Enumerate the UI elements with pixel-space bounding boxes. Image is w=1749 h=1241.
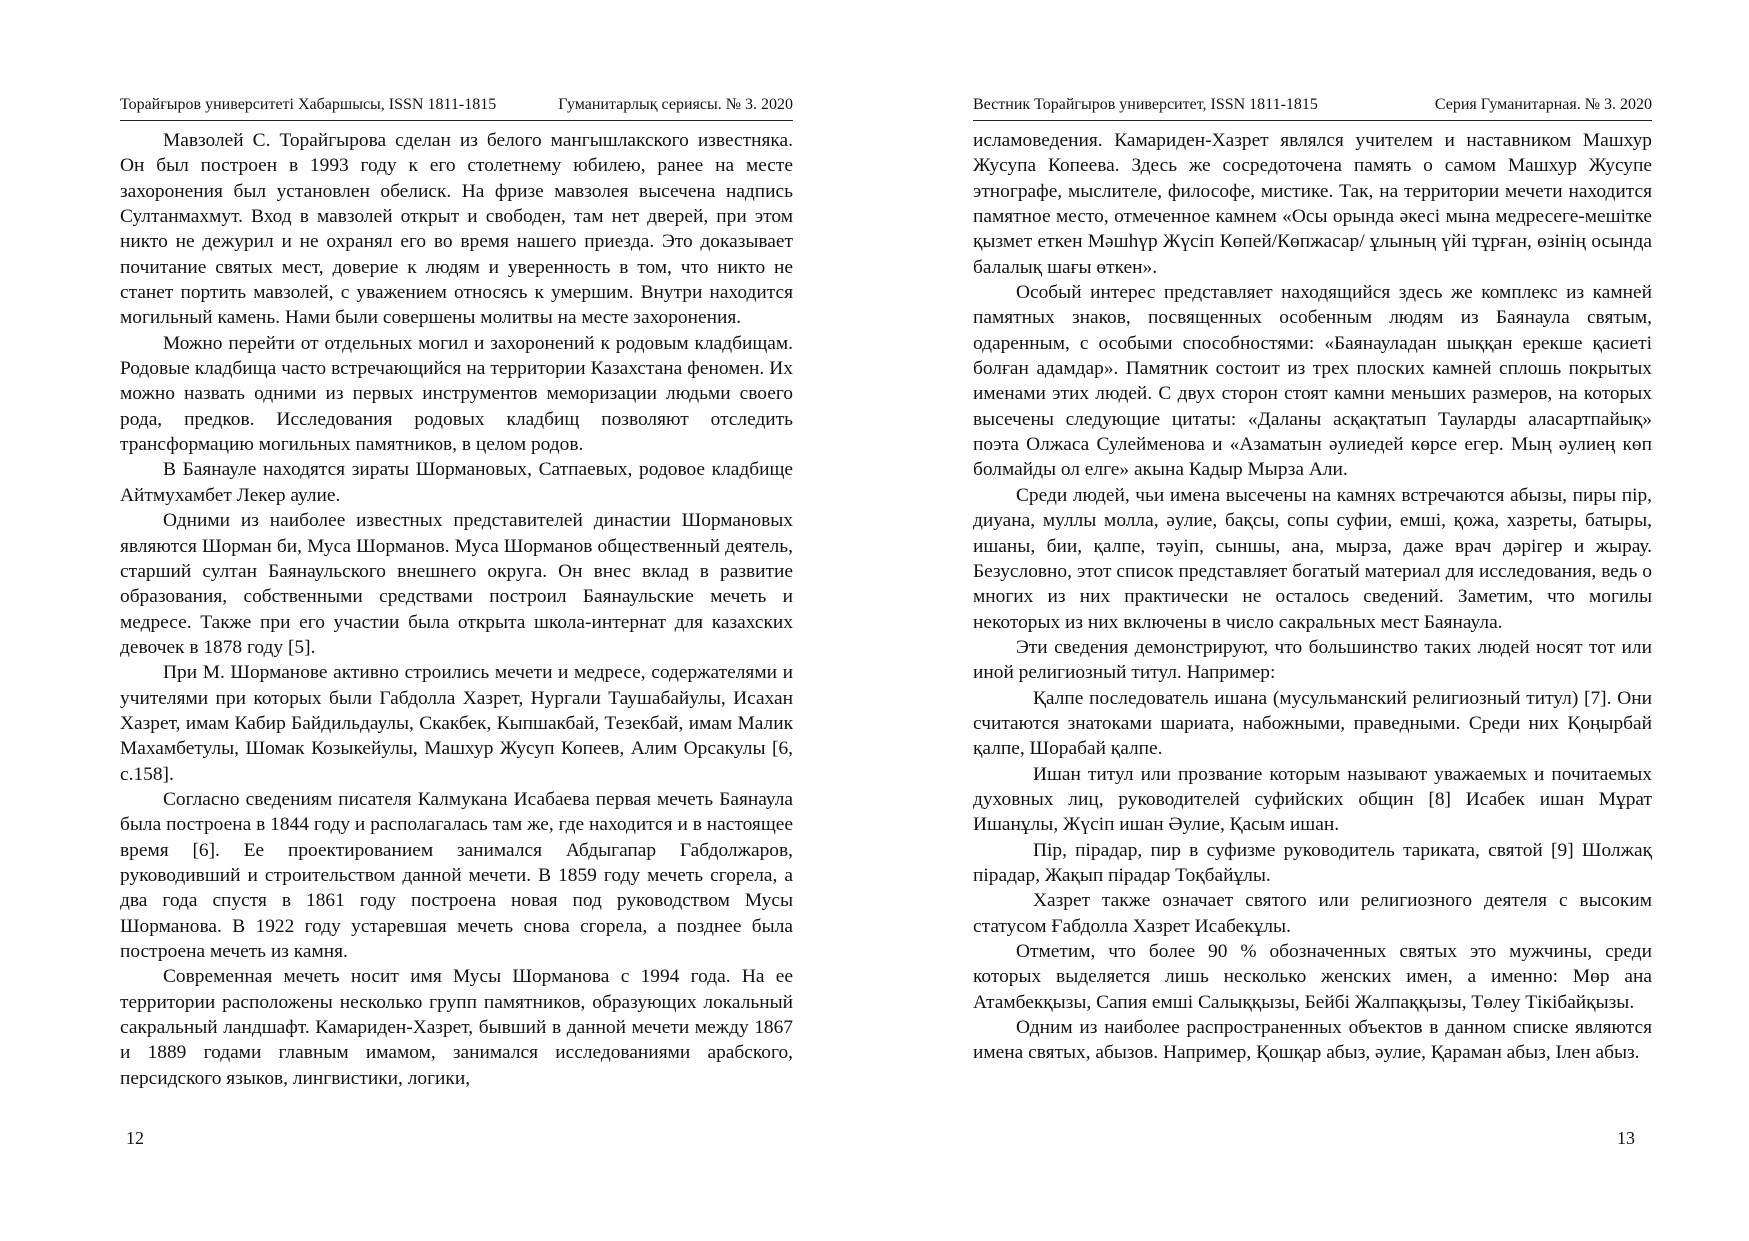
issue-number: № 3. 2020 [725,96,793,113]
paragraph: Эти сведения демонстрируют, что большинство таких людей носят тот или иной религиозный титул. Например: [973,636,1652,684]
paragraph: Қалпе последователь ишана (мусульманский религиозный титул) [7]. Они считаются знатоками шариата, набожными, праведными. Среди них Қоңырбай қалпе, Шорабай қалпе. [973,687,1652,760]
journal-title: Торайғыров университеті Хабаршысы, ISSN 1811-1815 [120,96,497,113]
running-header [120,92,793,121]
paragraph: Современная мечеть носит имя Мусы Шорманова с 1994 года. На ее территории расположены несколько групп памятников, образующих локальный сакральный ландшафт. Камариден-Хазрет, бывший в данной мечети между 1867 и 1889 годами главным имамом, занимался исследованиями арабского, персидского языков, лингвистики, логики, [120,966,793,1089]
paragraph: Можно перейти от отдельных могил и захоронений к родовым кладбищам. Родовые кладбища часто встречающийся на территории Казахстана феномен. Их можно назвать одними из первых инструментов меморизации людьми своего рода, предков. Исследования родовых кладбищ позволяют отследить трансформацию могильных памятников, в целом родов. [120,332,793,456]
paragraph: Особый интерес представляет находящийся здесь же комплекс из камней памятных знаков, посвященных особенным людям из Баянаула святым, одаренным, с особыми способностями: «Баянауладан шыққан ерекше қасиеті болған адамдар». Памятник состоит из трех плоских камней сплошь покрытых именами этих людей. С двух сторон стоят камни меньших размеров, на которых высечены следующие цитаты: «Даланы асқақтатып Тауларды аласартпайық» поэта Олжаса Сулейменова и «Азаматын әулиедей көрсе егер. Мың әулиең көп болмайды ол елге» акына Кадыр Мырза Али. [973,282,1652,481]
paragraph: Среди людей, чьи имена высечены на камнях встречаются абызы, пиры пір, диуана, муллы молла, әулие, бақсы, сопы суфии, емші, қожа, хазреты, батыры, ишаны, бии, қалпе, тәуіп, сыншы, ана, мырза, даже врач дәрігер и жырау. Безусловно, этот список представляет богатый материал для исследования, ведь о многих из них практически не осталось сведений. Заметим, что могилы некоторых из них включены в число сакральных мест Баянаула. [973,484,1652,633]
paragraph: Ишан титул или прозвание которым называют уважаемых и почитаемых духовных лиц, руководителей суфийских общин [8] Исабек ишан Мұрат Ишанұлы, Жүсіп ишан Әулие, Қасым ишан. [973,763,1652,836]
page-number: 13 [1617,1128,1635,1148]
series-title: Гуманитарлық сериясы. [558,96,722,113]
paragraph: исламоведения. Камариден-Хазрет являлся учителем и наставником Машхур Жусупа Копеева. Здесь же сосредоточена память о самом Машхур Жусупе этнографе, мыслителе, философе, мистике. Так, на территории мечети находится памятное место, отмеченное камнем «Осы орында әкесі мына медресеге-мешітке қызмет еткен Мәшһүр Жүсіп Көпей/Көпжасар/ ұлының үйі тұрған, өзінің осында балалық шағы өткен». [973,130,1652,278]
paragraph: При М. Шорманове активно строились мечети и медресе, содержателями и учителями при которых были Габдолла Хазрет, Нургали Таушабайулы, Исахан Хазрет, имам Кабир Байдильдаулы, Скакбек, Кыпшакбай, Тезекбай, имам Малик Махамбетулы, Шомак Козыкейулы, Машхур Жусуп Копеев, Алим Орсакулы [6, с.158]. [120,662,793,785]
paragraph: В Баянауле находятся зираты Шормановых, Сатпаевых, родовое кладбище Айтмухамбет Лекер аулие. [120,459,793,506]
paragraph: Пір, пірадар, пир в суфизме руководитель тариката, святой [9] Шолжақ пірадар, Жақып пірадар Тоқбайұлы. [973,839,1652,886]
series-info [558,96,793,114]
paragraph: Мавзолей С. Торайгырова сделан из белого мангышлакского известняка. Он был построен в 1993 году к его столетнему юбилею, ранее на месте захоронения был установлен обелиск. На фризе мавзолея высечена надпись Султанмахмут. Вход в мавзолей открыт и свободен, там нет дверей, при этом никто не дежурил и не охранял его во время нашего приезда. Это доказывает почитание святых мест, доверие к людям и уверенность в том, что никто не станет портить мавзолей, с уважением относясь к умершим. Внутри находится могильный камень. Нами были совершены молитвы на месте захоронения. [120,130,793,329]
body-text [973,128,1652,1066]
series-title: Серия Гуманитарная. [1434,96,1581,113]
issue-number: № 3. 2020 [1584,96,1652,113]
journal-title: Вестник Торайгыров университет, ISSN 1811-1815 [973,96,1318,113]
paragraph: Согласно сведениям писателя Калмукана Исабаева первая мечеть Баянаула была построена в 1844 году и располагалась там же, где находится и в настоящее время [6]. Ее проектированием занимался Абдыгапар Габдолжаров, руководивший и строительством данной мечети. В 1859 году мечеть сгорела, а два года спустя в 1861 году построена новая под руководством Мусы Шорманова. В 1922 году устаревшая мечеть снова сгорела, а позднее была построена мечеть из камня. [120,788,793,962]
page-number: 12 [126,1128,144,1148]
paragraph: Одним из наиболее распространенных объектов в данном списке являются имена святых, абызов. Например, Қошқар абыз, әулие, Қараман абыз, Ілен абыз. [973,1017,1652,1064]
paragraph: Отметим, что более 90 % обозначенных святых это мужчины, среди которых выделяется лишь несколько женских имен, а именно: Мөр ана Атамбекқызы, Сапия емші Салыққызы, Бейбі Жалпаққызы, Төлеу Тікібайқызы. [973,941,1652,1013]
right-page [859,0,1749,1241]
series-info [1435,96,1652,114]
running-header [973,92,1652,121]
body-text [120,128,793,1091]
paragraph: Хазрет также означает святого или религиозного деятеля с высоким статусом Ғабдолла Хазрет Исабекұлы. [973,890,1652,937]
paragraph: Одними из наиболее известных представителей династии Шормановых являются Шорман би, Муса Шорманов. Муса Шорманов общественный деятель, старший султан Баянаульского внешнего округа. Он внес вклад в развитие образования, собственными средствами построил Баянаульские мечеть и медресе. Также при его участии была открыта школа-интернат для казахских девочек в 1878 году [5]. [120,510,793,658]
